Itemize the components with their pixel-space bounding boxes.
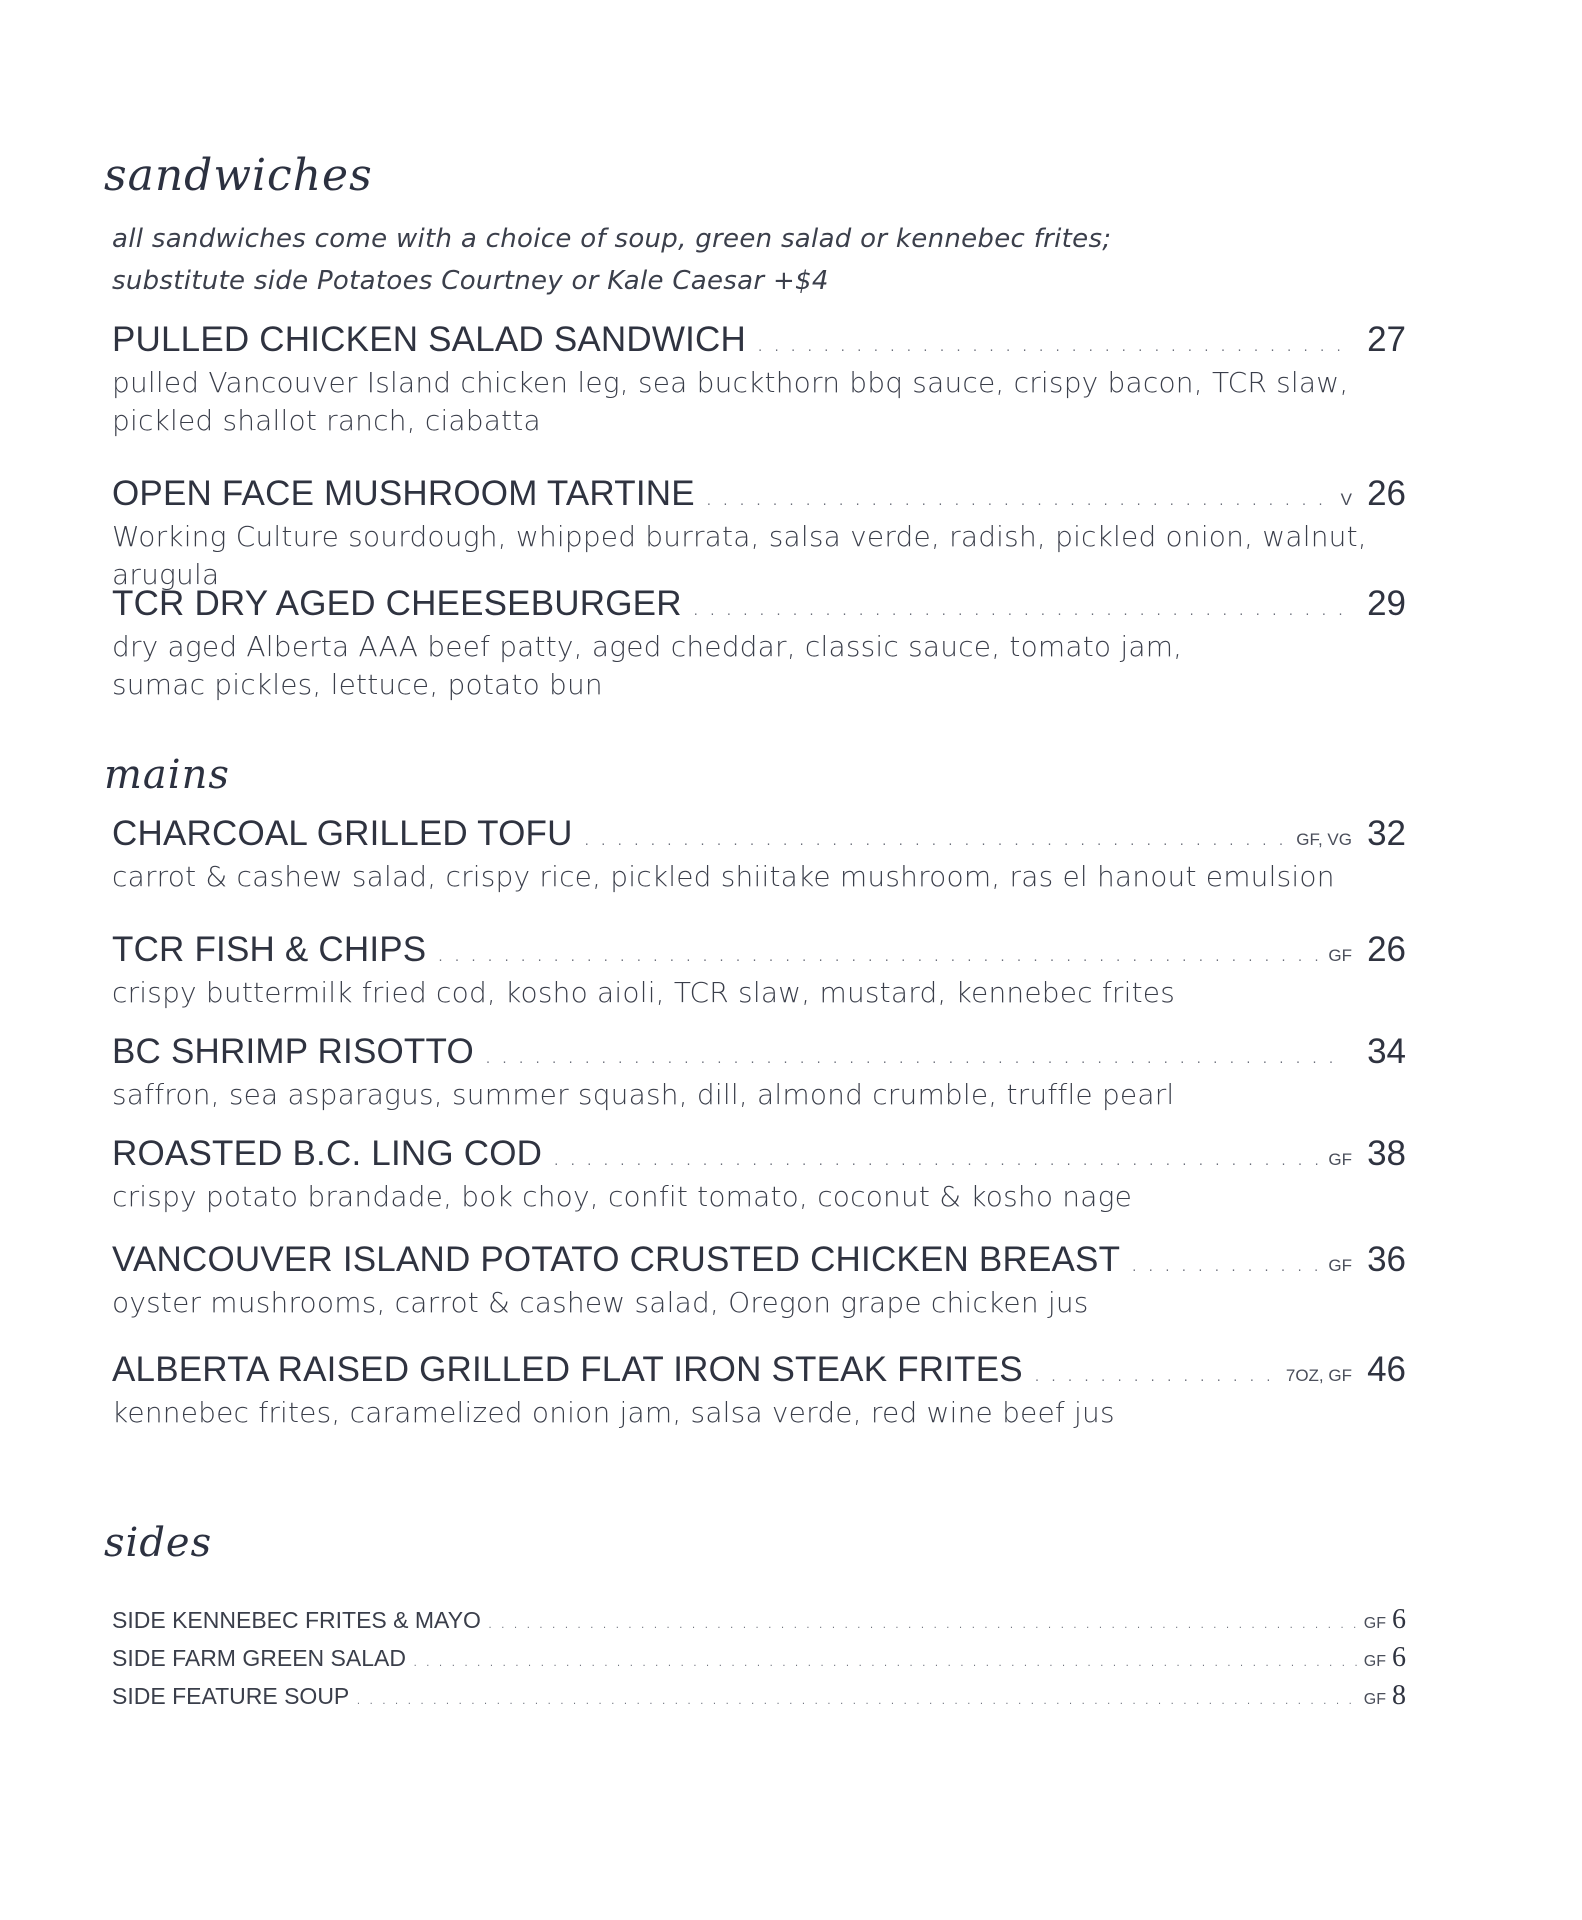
dietary-tag: 7OZ, GF <box>1285 1366 1352 1385</box>
item-name: VANCOUVER ISLAND POTATO CRUSTED CHICKEN BREAST <box>112 1240 1121 1279</box>
dot-leader <box>542 1142 1322 1172</box>
intro-line-2: substitute side Potatoes Courtney or Kale Caesar +$4 <box>112 266 829 296</box>
item-name: TCR FISH & CHIPS <box>112 930 427 969</box>
item-price: 29 <box>1367 584 1406 623</box>
dietary-tag: GF <box>1328 946 1352 965</box>
item-description: kennebec frites, caramelized onion jam, salsa verde, red wine beef jus <box>112 1396 1115 1429</box>
dot-leader <box>573 822 1291 852</box>
dot-leader <box>426 938 1322 968</box>
item-price: 34 <box>1367 1032 1406 1071</box>
dietary-tag: GF, VG <box>1296 830 1352 849</box>
dietary-tag: GF <box>1328 1256 1352 1275</box>
dot-leader <box>406 1647 1360 1671</box>
item-description: carrot & cashew salad, crispy rice, pickled shiitake mushroom, ras el hanout emulsion <box>112 860 1335 893</box>
sandwiches-intro <box>112 218 1111 302</box>
item-description: Working Culture sourdough, whipped burrata, salsa verde, radish, pickled onion, walnut, arugula <box>112 520 1367 591</box>
menu-item <box>112 1032 1406 1114</box>
intro-line-1: all sandwiches come with a choice of soup, green salad or kennebec frites; <box>112 224 1112 254</box>
dietary-tag: V <box>1340 490 1352 509</box>
menu-item <box>112 1350 1406 1432</box>
item-price: 27 <box>1367 320 1406 359</box>
side-item <box>112 1680 1406 1714</box>
side-price: 6 <box>1392 1642 1406 1673</box>
item-price: 32 <box>1367 814 1406 853</box>
dietary-tag: GF <box>1363 1615 1386 1632</box>
dot-leader <box>474 1040 1346 1070</box>
side-item <box>112 1642 1406 1676</box>
menu-item <box>112 584 1406 704</box>
item-price: 38 <box>1367 1134 1406 1173</box>
item-price: 26 <box>1367 930 1406 969</box>
menu-item <box>112 474 1406 594</box>
item-name: CHARCOAL GRILLED TOFU <box>112 814 573 853</box>
section-heading-sandwiches: sandwiches <box>104 150 373 201</box>
item-name: ALBERTA RAISED GRILLED FLAT IRON STEAK FRITES <box>112 1350 1023 1389</box>
side-price: 8 <box>1392 1680 1406 1711</box>
side-name: SIDE FEATURE SOUP <box>112 1683 350 1709</box>
dot-leader <box>481 1609 1360 1633</box>
item-description: dry aged Alberta AAA beef patty, aged cheddar, classic sauce, tomato jam, sumac pickles, lettuce, potato bun <box>112 630 1183 701</box>
item-price: 46 <box>1367 1350 1406 1389</box>
side-price: 6 <box>1392 1604 1406 1635</box>
item-description: oyster mushrooms, carrot & cashew salad, Oregon grape chicken jus <box>112 1286 1089 1319</box>
dot-leader <box>1023 1358 1280 1388</box>
menu-item <box>112 1134 1406 1216</box>
item-description: saffron, sea asparagus, summer squash, dill, almond crumble, truffle pearl <box>112 1078 1175 1111</box>
dot-leader <box>746 328 1346 358</box>
dietary-tag: GF <box>1328 1150 1352 1169</box>
item-name: PULLED CHICKEN SALAD SANDWICH <box>112 320 746 359</box>
item-name: BC SHRIMP RISOTTO <box>112 1032 474 1071</box>
dot-leader <box>1120 1248 1322 1278</box>
menu-item <box>112 320 1406 440</box>
section-heading-sides: sides <box>104 1520 213 1566</box>
item-description: crispy buttermilk fried cod, kosho aioli, TCR slaw, mustard, kennebec frites <box>112 976 1176 1009</box>
dietary-tag: GF <box>1363 1691 1386 1708</box>
item-description: pulled Vancouver Island chicken leg, sea buckthorn bbq sauce, crispy bacon, TCR slaw, pickled shallot ranch, ciabatta <box>112 366 1349 437</box>
dot-leader <box>349 1685 1360 1709</box>
item-description: crispy potato brandade, bok choy, confit tomato, coconut & kosho nage <box>112 1180 1132 1213</box>
item-name: TCR DRY AGED CHEESEBURGER <box>112 584 682 623</box>
dietary-tag: GF <box>1363 1653 1386 1670</box>
side-name: SIDE FARM GREEN SALAD <box>112 1645 406 1671</box>
dot-leader <box>682 592 1346 622</box>
dot-leader <box>695 482 1335 512</box>
item-price: 26 <box>1367 474 1406 513</box>
side-item <box>112 1604 1406 1638</box>
section-heading-mains: mains <box>104 752 230 798</box>
menu-item <box>112 1240 1406 1322</box>
item-price: 36 <box>1367 1240 1406 1279</box>
side-name: SIDE KENNEBEC FRITES & MAYO <box>112 1607 481 1633</box>
item-name: OPEN FACE MUSHROOM TARTINE <box>112 474 695 513</box>
item-name: ROASTED B.C. LING COD <box>112 1134 543 1173</box>
menu-item <box>112 814 1406 896</box>
menu-item <box>112 930 1406 1012</box>
